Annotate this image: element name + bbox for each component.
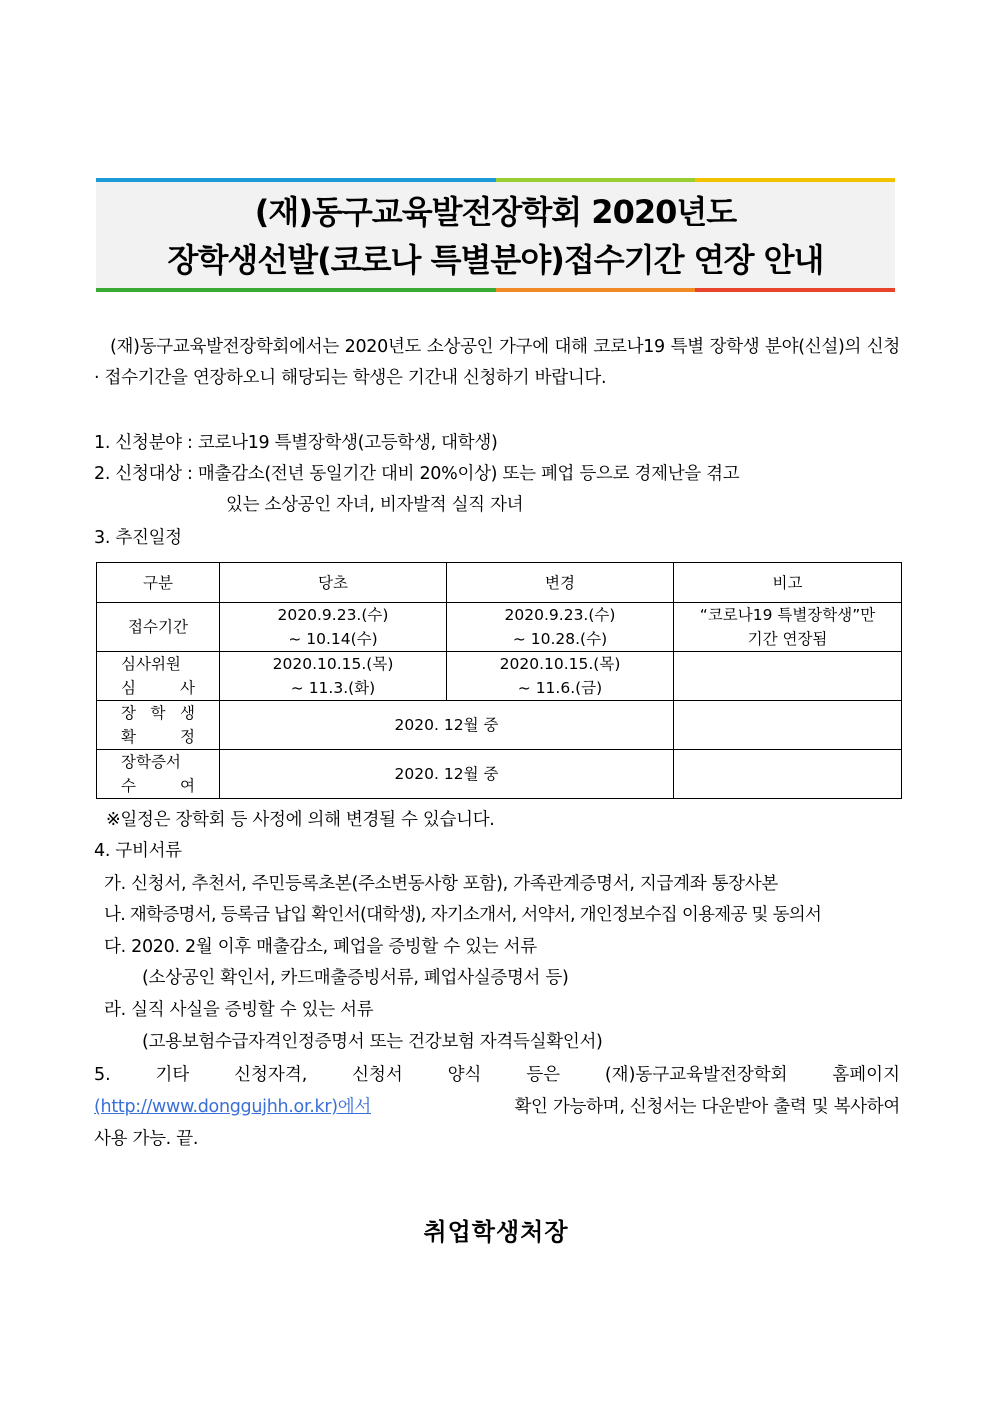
- title-panel: [96, 182, 895, 288]
- item-2-continued: 있는 소상공인 자녀, 비자발적 실직 자녀: [226, 495, 524, 515]
- original-end: ~ 11.3.(화): [290, 679, 376, 697]
- schedule-table: [96, 562, 902, 799]
- row-note: [674, 701, 902, 750]
- table-row: [97, 701, 902, 750]
- docs-item-d-sub: (고용보험수급자격인정증명서 또는 건강보험 자격득실확인서): [142, 1032, 603, 1052]
- item-2: 2. 신청대상 : 매출감소(전년 동일기간 대비 20%이상) 또는 폐업 등으로 경제난을 겪고: [94, 464, 740, 484]
- item-5-line-1: 5. 기타 신청자격, 신청서 양식 등은 (재)동구교육발전장학회 홈페이지: [94, 1065, 900, 1085]
- changed-start: 2020.10.15.(목): [499, 655, 621, 673]
- docs-item-a: 가. 신청서, 추천서, 주민등록초본(주소변동사항 포함), 가족관계증명서, 지급계좌 통장사본: [104, 874, 778, 894]
- docs-item-c: 다. 2020. 2월 이후 매출감소, 폐업을 증빙할 수 있는 서류: [104, 937, 537, 957]
- row-label: 접수기간: [97, 603, 220, 652]
- header-category: 구분: [97, 563, 220, 603]
- header-original: 당초: [220, 563, 447, 603]
- row-label-line-2: 수 여: [121, 777, 195, 795]
- note-line-1: “코로나19 특별장학생”만: [699, 606, 876, 624]
- table-row: [97, 652, 902, 701]
- row-label-line-1: 장 학 생: [121, 704, 195, 722]
- changed-period: [447, 652, 674, 701]
- item-3-heading: 3. 추진일정: [94, 528, 182, 548]
- row-note: [674, 603, 902, 652]
- row-note: [674, 750, 902, 799]
- original-end: ~ 10.14(수): [288, 630, 378, 648]
- docs-item-d: 라. 실직 사실을 증빙할 수 있는 서류: [104, 1000, 374, 1020]
- item-1: 1. 신청분야 : 코로나19 특별장학생(고등학생, 대학생): [94, 433, 498, 453]
- docs-item-b: 나. 재학증명서, 등록금 납입 확인서(대학생), 자기소개서, 서약서, 개인정보수집 이용제공 및 동의서: [104, 905, 822, 925]
- title-bottom-bar: [96, 288, 895, 292]
- merged-period: 2020. 12월 중: [220, 750, 674, 799]
- table-header-row: [97, 563, 902, 603]
- issuer-signature: 취업학생처장: [423, 1218, 569, 1246]
- item-5-text: 확인 가능하며, 신청서는 다운받아 출력 및 복사하여: [514, 1097, 900, 1117]
- title-line-1: (재)동구교육발전장학회 2020년도: [254, 193, 737, 231]
- merged-period: 2020. 12월 중: [220, 701, 674, 750]
- changed-start: 2020.9.23.(수): [504, 606, 616, 624]
- original-start: 2020.9.23.(수): [277, 606, 389, 624]
- intro-paragraph: (재)동구교육발전장학회에서는 2020년도 소상공인 가구에 대해 코로나19 특별 장학생 분야(신설)의 신청 · 접수기간을 연장하오니 해당되는 학생은 기간내 신청하기 바랍니다.: [94, 337, 900, 388]
- row-label: [97, 750, 220, 799]
- header-changed: 변경: [447, 563, 674, 603]
- original-start: 2020.10.15.(목): [272, 655, 394, 673]
- docs-item-c-sub: (소상공인 확인서, 카드매출증빙서류, 폐업사실증명서 등): [142, 968, 569, 988]
- row-label: [97, 701, 220, 750]
- table-row: [97, 603, 902, 652]
- row-label-line-1: 장학증서: [121, 753, 181, 771]
- row-label-line-2: 확 정: [121, 728, 195, 746]
- changed-period: [447, 603, 674, 652]
- item-5-line-2: [94, 1092, 900, 1123]
- note-line-2: 기간 연장됨: [747, 630, 828, 648]
- original-period: [220, 603, 447, 652]
- row-label-line-1: 심사위원: [121, 655, 181, 673]
- row-label-line-2: 심 사: [121, 679, 195, 697]
- row-label: [97, 652, 220, 701]
- schedule-note: ※일정은 장학회 등 사정에 의해 변경될 수 있습니다.: [106, 810, 495, 830]
- docs-heading: 4. 구비서류: [94, 841, 182, 861]
- homepage-link[interactable]: (http://www.donggujhh.or.kr)에서: [94, 1097, 371, 1117]
- row-note: [674, 652, 902, 701]
- item-5-line-3: 사용 가능. 끝.: [94, 1129, 199, 1149]
- title-box: [96, 178, 895, 292]
- header-note: 비고: [674, 563, 902, 603]
- changed-end: ~ 10.28.(수): [512, 630, 608, 648]
- original-period: [220, 652, 447, 701]
- changed-end: ~ 11.6.(금): [517, 679, 603, 697]
- title-line-2: 장학생선발(코로나 특별분야)접수기간 연장 안내: [167, 241, 824, 279]
- table-row: [97, 750, 902, 799]
